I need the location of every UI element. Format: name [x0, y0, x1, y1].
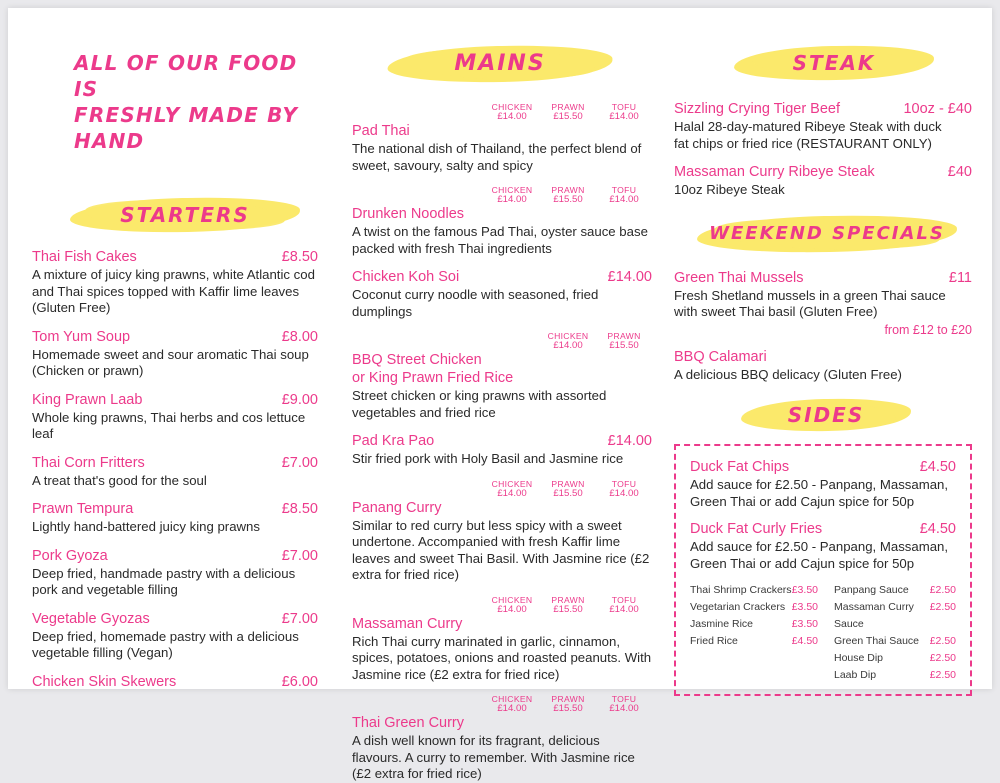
- item-name: Prawn Tempura: [32, 501, 134, 517]
- item-name: Pad Thai: [352, 123, 410, 139]
- price-variant: [596, 595, 652, 615]
- price-variant-value: £15.50: [553, 487, 583, 499]
- item-description: 10oz Ribeye Steak: [674, 182, 785, 197]
- price-variant-value: £14.00: [609, 194, 639, 205]
- list-item: [828, 667, 956, 684]
- price-variant-value: £15.50: [553, 194, 583, 205]
- price-variant: [484, 595, 540, 615]
- item-name: Thai Fish Cakes: [32, 249, 137, 265]
- price-variant-label: TOFU: [611, 478, 637, 489]
- price-variant-label: CHICKEN: [491, 478, 533, 489]
- side-name: Massaman Curry Sauce: [834, 601, 914, 630]
- item-description: A mixture of juicy king prawns, white Atlantic cod and Thai spices topped with Kaffir lime leaves (Gluten Free): [32, 267, 315, 315]
- item-price: £7.00: [281, 610, 318, 627]
- menu-item: [32, 248, 318, 317]
- menu-item: [32, 673, 318, 691]
- item-name: King Prawn Laab: [32, 391, 143, 408]
- menu-item: [674, 269, 972, 337]
- item-name: Pork Gyoza: [32, 547, 108, 564]
- item-price: £14.00: [607, 433, 652, 449]
- list-item: [828, 650, 956, 667]
- item-description: Fresh Shetland mussels in a green Thai sauce with sweet Thai basil (Gluten Free): [674, 287, 946, 319]
- menu-item: [32, 328, 318, 380]
- price-variant: [540, 102, 596, 122]
- price-variant: [540, 694, 596, 714]
- item-name: Thai Corn Fritters: [32, 454, 145, 471]
- list-item: [690, 633, 818, 650]
- item-description: Lightly hand-battered juicy king prawns: [32, 519, 260, 534]
- starters-title: STARTERS: [120, 203, 250, 227]
- side-name: Panpang Sauce: [834, 584, 909, 596]
- item-name: Duck Fat Chips: [690, 459, 790, 475]
- menu-item: [690, 458, 956, 510]
- item-name: Thai Green Curry: [352, 715, 465, 731]
- price-variant: [540, 479, 596, 499]
- price-variant-value: £15.50: [553, 111, 583, 122]
- item-name: Green Thai Mussels: [674, 269, 804, 286]
- intro-headline: [74, 50, 318, 154]
- item-description: Coconut curry noodle with seasoned, fried dumplings: [352, 287, 599, 319]
- menu-item: [352, 694, 652, 783]
- price-variants: [352, 102, 652, 122]
- mains-items: [352, 102, 652, 783]
- side-price: £4.50: [791, 635, 818, 647]
- side-price: £2.50: [929, 584, 956, 596]
- price-variant-value: £14.00: [609, 703, 639, 714]
- menu-item: [352, 595, 652, 684]
- item-name: BBQ Calamari: [674, 348, 767, 365]
- price-variant: [596, 102, 652, 122]
- price-variants: [352, 331, 652, 351]
- column-middle: [340, 8, 662, 781]
- price-variant-label: TOFU: [611, 694, 637, 704]
- price-variants: [352, 185, 652, 205]
- intro-line-1: ALL OF OUR FOOD IS: [74, 51, 298, 101]
- menu-columns: [8, 8, 992, 781]
- steak-banner: [704, 40, 964, 86]
- menu-item: [690, 520, 956, 572]
- price-variant: [596, 331, 652, 351]
- mains-title: MAINS: [454, 51, 546, 76]
- side-name: Vegetarian Crackers: [690, 601, 786, 613]
- side-name: House Dip: [834, 652, 884, 664]
- price-variant: [484, 102, 540, 122]
- weekend-specials-items: [674, 269, 972, 384]
- item-price: £8.50: [281, 249, 318, 265]
- side-price: £3.50: [791, 584, 818, 596]
- item-price: £9.00: [281, 391, 318, 408]
- price-variant-value: £15.50: [553, 603, 583, 615]
- price-variant-value: £14.00: [497, 487, 527, 499]
- item-price: £7.00: [281, 454, 318, 471]
- item-price: £7.00: [281, 547, 318, 564]
- price-variant-value: £15.50: [609, 340, 639, 351]
- item-description: Street chicken or king prawns with assorted vegetables and fried rice: [352, 388, 607, 420]
- menu-item: [352, 331, 652, 421]
- price-variant: [596, 479, 652, 499]
- item-description: Similar to red curry but less spicy with a sweet undertone. Accompanied with fresh Kaffir lime leaves and sweet Thai Basil. With Jasmine rice (£2 extra for fried rice): [352, 517, 650, 582]
- menu-item: [674, 348, 972, 384]
- price-variant: [484, 694, 540, 714]
- item-price: 10oz - £40: [903, 101, 972, 117]
- menu-item: [32, 610, 318, 662]
- list-item: [690, 616, 818, 633]
- item-price: £8.50: [281, 501, 318, 517]
- item-price: £6.00: [281, 673, 318, 690]
- side-name: Jasmine Rice: [690, 618, 754, 630]
- menu-item: [352, 479, 652, 584]
- item-price: £40: [947, 164, 972, 180]
- item-price: £8.00: [281, 328, 318, 345]
- price-variant-label: PRAWN: [607, 331, 641, 341]
- side-price: £3.50: [791, 601, 818, 613]
- price-variant-label: TOFU: [611, 594, 637, 605]
- item-description: The national dish of Thailand, the perfect blend of sweet, savoury, salty and spicy: [352, 141, 642, 173]
- side-price: £2.50: [929, 635, 956, 647]
- price-variant-value: £14.00: [609, 603, 639, 615]
- item-description: Deep fried, homemade pastry with a delicious vegetable filling (Vegan): [32, 628, 299, 660]
- side-price: £2.50: [929, 652, 956, 664]
- price-variant: [540, 331, 596, 351]
- item-name: Massaman Curry Ribeye Steak: [674, 164, 875, 180]
- price-variant-label: PRAWN: [551, 694, 585, 704]
- list-item: [828, 582, 956, 599]
- list-item: [690, 599, 818, 616]
- menu-item: [352, 185, 652, 257]
- list-item: [690, 582, 818, 599]
- price-variant: [596, 185, 652, 205]
- item-name: Vegetable Gyozas: [32, 610, 150, 627]
- side-price: £2.50: [929, 601, 956, 613]
- price-variant: [540, 595, 596, 615]
- item-description: A twist on the famous Pad Thai, oyster sauce base packed with fresh Thai ingredients: [352, 224, 648, 256]
- item-name: Pad Kra Pao: [352, 433, 435, 449]
- item-name: [352, 351, 652, 387]
- weekend-specials-banner: [682, 211, 972, 257]
- menu-item: [674, 163, 972, 199]
- item-name: Drunken Noodles: [352, 206, 465, 222]
- item-name: Tom Yum Soup: [32, 328, 131, 345]
- weekend-specials-title: WEEKEND SPECIALS: [709, 222, 945, 244]
- menu-item: [32, 454, 318, 490]
- price-variant-label: TOFU: [611, 185, 637, 195]
- item-description: Halal 28-day-matured Ribeye Steak with duck fat chips or fried rice (RESTAURANT ONLY): [674, 119, 942, 151]
- price-variant-value: £15.50: [553, 703, 583, 714]
- item-name: Duck Fat Curly Fries: [690, 521, 823, 537]
- item-name: Panang Curry: [352, 499, 442, 516]
- price-variants: [352, 595, 652, 615]
- item-description: A dish well known for its fragrant, delicious flavours. A curry to remember. With Jasmine rice (£2 extra for fried rice): [352, 733, 635, 781]
- item-price: £4.50: [919, 459, 956, 475]
- item-note: from £12 to £20: [884, 322, 972, 337]
- price-variant-label: CHICKEN: [547, 331, 589, 341]
- price-variant-value: £14.00: [553, 340, 583, 351]
- menu-item: [32, 547, 318, 599]
- menu-item: [352, 268, 652, 320]
- side-name: Fried Rice: [690, 635, 738, 647]
- intro-line-2: FRESHLY MADE BY HAND: [74, 103, 299, 153]
- list-item: [828, 599, 956, 633]
- price-variant-value: £14.00: [497, 111, 527, 122]
- column-left: [8, 8, 340, 689]
- sides-title: SIDES: [787, 403, 865, 427]
- price-variants: [352, 694, 652, 714]
- item-name-line-1: BBQ Street Chicken: [352, 352, 482, 368]
- menu-item: [32, 391, 318, 443]
- price-variant-label: PRAWN: [551, 185, 585, 195]
- price-variant-label: TOFU: [611, 102, 637, 112]
- price-variant-label: CHICKEN: [491, 185, 533, 195]
- price-variant: [540, 185, 596, 205]
- price-variant-label: PRAWN: [551, 102, 585, 112]
- starters-banner: [60, 192, 310, 238]
- price-variant-value: £14.00: [609, 111, 639, 122]
- item-price: £11: [948, 269, 972, 286]
- item-name: Chicken Skin Skewers: [32, 673, 177, 690]
- menu-page: [8, 8, 992, 781]
- item-name: Massaman Curry: [352, 615, 463, 632]
- steak-title: STEAK: [792, 51, 876, 75]
- price-variant-label: PRAWN: [551, 478, 585, 489]
- sides-list-left: [690, 582, 818, 684]
- side-name: Thai Shrimp Crackers: [690, 584, 792, 596]
- menu-item: [352, 432, 652, 468]
- item-name: Chicken Koh Soi: [352, 269, 460, 285]
- sides-box: [674, 444, 972, 696]
- side-name: Green Thai Sauce: [834, 635, 920, 647]
- side-price: £2.50: [929, 669, 956, 681]
- item-description: Add sauce for £2.50 - Panpang, Massaman, Green Thai or add Cajun spice for 50p: [690, 477, 949, 509]
- starters-items: [32, 248, 318, 691]
- price-variant-label: CHICKEN: [491, 694, 533, 704]
- item-description: Stir fried pork with Holy Basil and Jasmine rice: [352, 451, 624, 466]
- item-description: Add sauce for £2.50 - Panpang, Massaman, Green Thai or add Cajun spice for 50p: [690, 539, 949, 571]
- price-variant-value: £14.00: [497, 603, 527, 615]
- menu-item: [32, 500, 318, 536]
- item-description: Whole king prawns, Thai herbs and cos lettuce leaf: [32, 409, 306, 441]
- sides-banner: [696, 394, 956, 436]
- menu-item: [352, 102, 652, 174]
- sides-list: [690, 582, 956, 684]
- sides-list-right: [828, 582, 956, 684]
- list-item: [828, 633, 956, 650]
- side-price: £3.50: [791, 618, 818, 630]
- item-price: £14.00: [607, 269, 652, 285]
- item-description: Deep fried, handmade pastry with a delicious pork and vegetable filling: [32, 565, 296, 597]
- price-variant: [596, 694, 652, 714]
- side-name: Laab Dip: [834, 669, 877, 681]
- item-description: Rich Thai curry marinated in garlic, cinnamon, spices, potatoes, onions and roasted peanuts. With Jasmine rice (£2 extra for fried rice): [352, 633, 652, 682]
- steak-items: [674, 100, 972, 199]
- item-price: £4.50: [919, 521, 956, 537]
- price-variant-label: CHICKEN: [491, 594, 533, 605]
- mains-banner: [370, 40, 630, 88]
- price-variant: [484, 479, 540, 499]
- price-variant: [484, 185, 540, 205]
- price-variant-label: CHICKEN: [491, 102, 533, 112]
- price-variants: [352, 479, 652, 499]
- menu-item: [674, 100, 972, 152]
- column-right: [662, 8, 992, 689]
- item-description: A delicious BBQ delicacy (Gluten Free): [674, 366, 902, 382]
- item-description: A treat that's good for the soul: [32, 472, 207, 488]
- price-variant-value: £14.00: [497, 194, 527, 205]
- price-variant-label: PRAWN: [551, 594, 585, 605]
- price-variant-value: £14.00: [497, 703, 527, 714]
- item-name-line-2: or King Prawn Fried Rice: [352, 370, 514, 386]
- price-variant-value: £14.00: [609, 487, 639, 499]
- item-description: Homemade sweet and sour aromatic Thai soup (Chicken or prawn): [32, 346, 309, 378]
- item-name: Sizzling Crying Tiger Beef: [674, 101, 841, 117]
